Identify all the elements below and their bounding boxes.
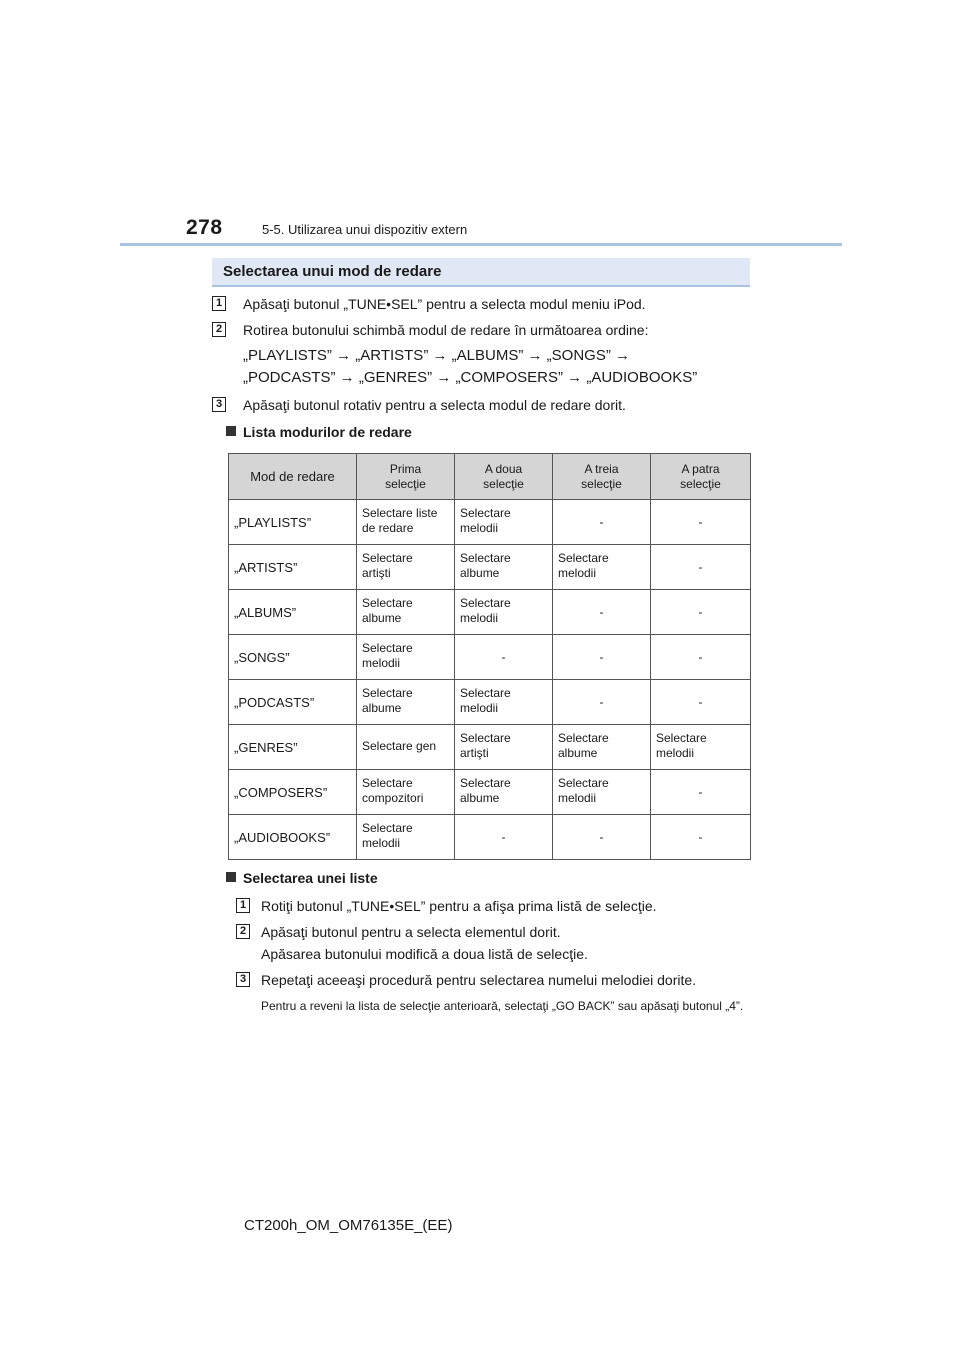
step-number: 2 bbox=[236, 924, 250, 939]
table-cell: - bbox=[553, 680, 651, 725]
mode-sequence: „PODCASTS” → „GENRES” → „COMPOSERS” → „AUDIOBOOKS” bbox=[243, 369, 698, 386]
table-cell: „PLAYLISTS” bbox=[229, 500, 357, 545]
column-header: Mod de redare bbox=[229, 454, 357, 500]
table-row bbox=[229, 545, 751, 590]
table-cell: Selectare gen bbox=[357, 725, 455, 770]
step-text: Rotirea butonului schimbă modul de redare în următoarea ordine: bbox=[243, 322, 649, 338]
table-cell: Selectare melodii bbox=[357, 815, 455, 860]
step-number: 1 bbox=[236, 898, 250, 913]
step-subtext: Apăsarea butonului modifică a doua listă de selecţie. bbox=[261, 946, 588, 962]
table-cell: „AUDIOBOOKS” bbox=[229, 815, 357, 860]
table-cell: Selectare melodii bbox=[455, 680, 553, 725]
step-text: Apăsaţi butonul rotativ pentru a selecta modul de redare dorit. bbox=[243, 397, 626, 413]
step-number: 1 bbox=[212, 296, 226, 311]
step-text: Repetaţi aceeaşi procedură pentru selectarea numelui melodiei dorite. bbox=[261, 972, 697, 988]
play-mode-table bbox=[228, 453, 751, 860]
step-text: Apăsaţi butonul pentru a selecta elementul dorit. bbox=[261, 924, 561, 940]
table-row bbox=[229, 635, 751, 680]
table-cell: - bbox=[651, 500, 751, 545]
table-cell: - bbox=[651, 635, 751, 680]
table-row bbox=[229, 680, 751, 725]
table-cell: „ARTISTS” bbox=[229, 545, 357, 590]
subsection-heading: Lista modurilor de redare bbox=[226, 424, 412, 440]
bullet-square-icon bbox=[226, 872, 236, 882]
table-cell: - bbox=[553, 635, 651, 680]
mode-sequence: „PLAYLISTS” → „ARTISTS” → „ALBUMS” → „SONGS” → bbox=[243, 347, 630, 364]
document-code: CT200h_OM_OM76135E_(EE) bbox=[244, 1217, 453, 1234]
table-row bbox=[229, 725, 751, 770]
table-cell: Selectare albume bbox=[455, 770, 553, 815]
table-row bbox=[229, 590, 751, 635]
step-number: 2 bbox=[212, 322, 226, 337]
table-cell: Selectare melodii bbox=[357, 635, 455, 680]
section-heading bbox=[212, 258, 750, 287]
chapter-title: 5-5. Utilizarea unui dispozitiv extern bbox=[262, 222, 468, 237]
table-cell: - bbox=[455, 815, 553, 860]
table-cell: - bbox=[651, 680, 751, 725]
table-cell: Selectare liste de redare bbox=[357, 500, 455, 545]
table-cell: - bbox=[553, 500, 651, 545]
table-cell: Selectare compozitori bbox=[357, 770, 455, 815]
table-cell: Selectare melodii bbox=[455, 590, 553, 635]
table-cell: - bbox=[651, 590, 751, 635]
table-cell: - bbox=[651, 770, 751, 815]
table-cell: - bbox=[651, 815, 751, 860]
table-cell: Selectare melodii bbox=[455, 500, 553, 545]
step-text: Rotiţi butonul „TUNE•SEL” pentru a afişa prima listă de selecţie. bbox=[261, 898, 657, 914]
page-number: 278 bbox=[186, 216, 223, 239]
table-cell: „COMPOSERS” bbox=[229, 770, 357, 815]
table-cell: Selectare albume bbox=[455, 545, 553, 590]
column-header: A treia selecţie bbox=[553, 454, 651, 500]
section-title: Selectarea unui mod de redare bbox=[223, 263, 442, 280]
header-rule bbox=[120, 243, 842, 246]
column-header: A doua selecţie bbox=[455, 454, 553, 500]
table-cell: „GENRES” bbox=[229, 725, 357, 770]
step-number: 3 bbox=[212, 397, 226, 412]
step-text: Apăsaţi butonul „TUNE•SEL” pentru a selecta modul meniu iPod. bbox=[243, 296, 646, 312]
table-cell: - bbox=[553, 590, 651, 635]
table-header-row bbox=[229, 454, 751, 500]
table-cell: Selectare artişti bbox=[357, 545, 455, 590]
table-row bbox=[229, 770, 751, 815]
column-header: A patra selecţie bbox=[651, 454, 751, 500]
bullet-square-icon bbox=[226, 426, 236, 436]
table-row bbox=[229, 500, 751, 545]
step-number: 3 bbox=[236, 972, 250, 987]
note-text: Pentru a reveni la lista de selecţie anterioară, selectaţi „GO BACK” sau apăsaţi butonul „4”. bbox=[261, 999, 744, 1013]
table-cell: Selectare albume bbox=[357, 680, 455, 725]
table-row bbox=[229, 815, 751, 860]
table-cell: „SONGS” bbox=[229, 635, 357, 680]
subsection-heading: Selectarea unei liste bbox=[226, 870, 378, 886]
table-cell: Selectare artişti bbox=[455, 725, 553, 770]
table-cell: Selectare albume bbox=[553, 725, 651, 770]
table-cell: Selectare melodii bbox=[553, 545, 651, 590]
table-cell: Selectare melodii bbox=[651, 725, 751, 770]
table-cell: Selectare albume bbox=[357, 590, 455, 635]
table-cell: - bbox=[651, 545, 751, 590]
table-cell: - bbox=[553, 815, 651, 860]
column-header: Prima selecţie bbox=[357, 454, 455, 500]
table-cell: „PODCASTS” bbox=[229, 680, 357, 725]
table-cell: - bbox=[455, 635, 553, 680]
table-cell: „ALBUMS” bbox=[229, 590, 357, 635]
table-cell: Selectare melodii bbox=[553, 770, 651, 815]
